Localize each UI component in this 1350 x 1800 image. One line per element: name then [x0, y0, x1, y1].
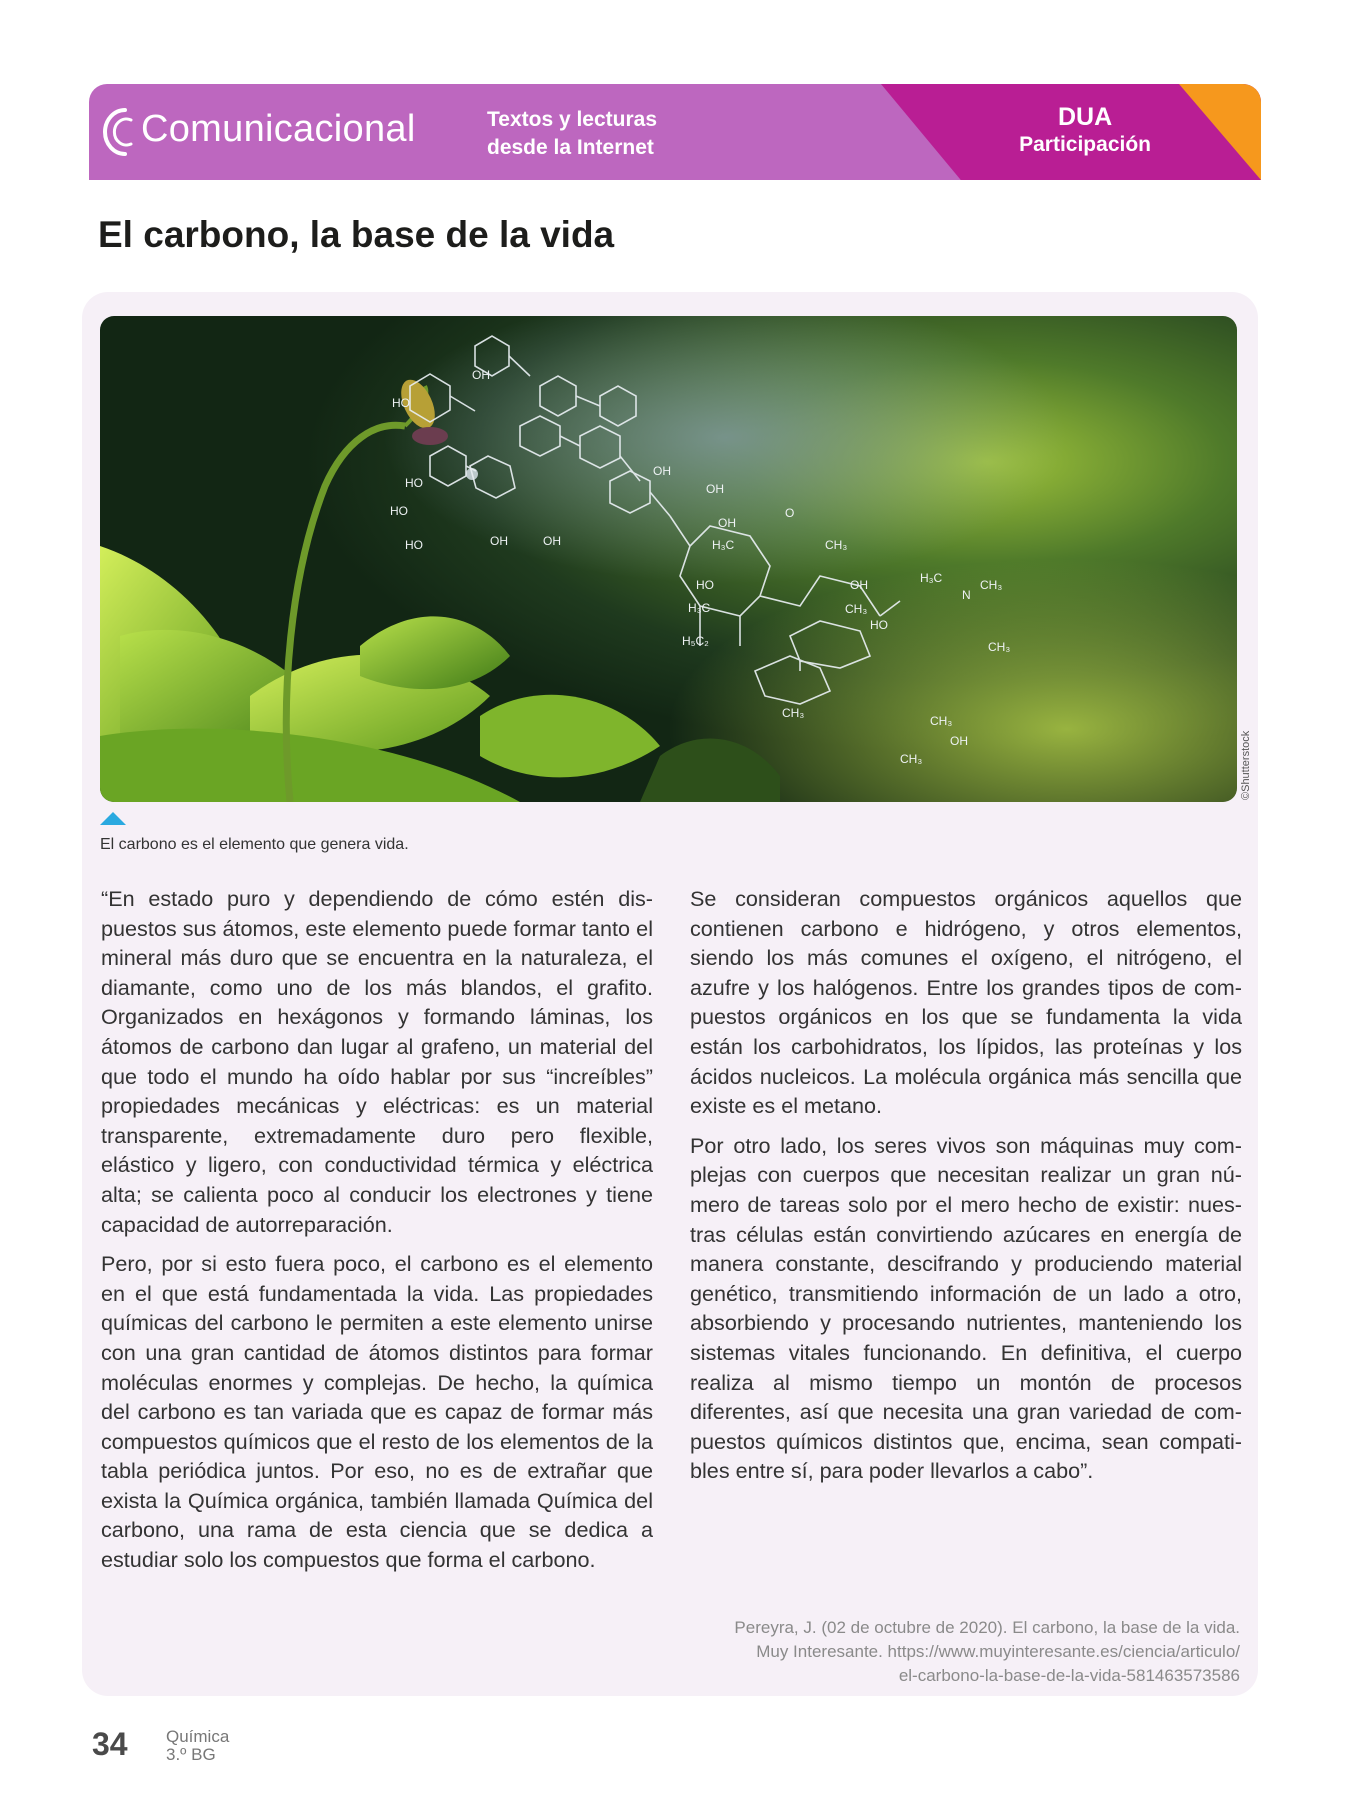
- reference-line-1: Pereyra, J. (02 de octubre de 2020). El carbono, la base de la vida.: [734, 1618, 1240, 1637]
- paragraph: “En estado puro y dependiendo de cómo estén dispuestos sus átomos, este elemento puede formar tanto el mineral más duro que se encuentra en la naturaleza, el diamante, como uno de los más blandos, el grafito. Organizados en hexágonos y formando láminas, los átomos de carbono dan lugar al grafeno, un material del que todo el mundo ha oído hablar por sus “increíbles” propiedades mecánicas y eléctricas: es un material transparente, extremadamente duro pero flexible, elástico y ligero, con conductividad térmica y eléctrica alta; se calienta poco al conducir los electrones y tiene capacidad de autorreparación.: [101, 886, 653, 1237]
- label-ho: HO: [405, 476, 423, 490]
- molecule-labels: [100, 316, 1237, 802]
- label-oh: OH: [543, 534, 561, 548]
- dua-title: DUA: [1057, 103, 1113, 131]
- label-h3c: H₃C: [712, 538, 735, 552]
- label-ch3: CH₃: [980, 578, 1003, 592]
- page-number: 34: [92, 1726, 128, 1762]
- page-title: El carbono, la base de la vida: [98, 214, 615, 255]
- label-oh: OH: [950, 734, 968, 748]
- label-ho: HO: [696, 578, 714, 592]
- reference-line-3: el-carbono-la-base-de-la-vida-581463573586: [898, 1666, 1240, 1685]
- label-ho: HO: [392, 396, 410, 410]
- section-subtitle: [487, 106, 657, 162]
- label-oh: OH: [718, 516, 736, 530]
- label-ch3: CH₃: [900, 752, 923, 766]
- photo-caption: El carbono es el elemento que genera vida.: [100, 836, 409, 853]
- paragraph: Por otro lado, los seres vivos son máquinas muy complejas con cuerpos que necesitan realizar un gran número de tareas solo por el mero hecho de existir: nuestras células están convirtiendo azúcares en energía de manera constante, descifrando y produciendo material genético, transmitiendo información de un lado a otro, absorbiendo y procesando nutrientes, manteniendo los sistemas vitales funcionando. En definitiva, el cuerpo realiza al mismo tiempo un montón de procesos diferentes, así que necesita una gran variedad de compuestos químicos distintos que, encima, sean compatibles entre sí, para poder llevarlos a cabo”.: [690, 1132, 1242, 1484]
- label-h5c2: H₅C₂: [682, 634, 709, 648]
- label-oh: OH: [472, 368, 490, 382]
- label-n: N: [962, 588, 971, 602]
- label-ho: HO: [405, 538, 423, 552]
- subject-name: Química: [166, 1727, 230, 1746]
- paragraph: Se consideran compuestos orgánicos aquellos que contienen carbono e hidrógeno, y otros elementos, siendo los más comunes el oxígeno, el nitrógeno, el azufre y los halógenos. Entre los grandes tipos de compuestos orgánicos en los que se fundamenta la vida están los carbohidratos, los lípidos, las proteínas y los ácidos nucleicos. La molécula orgánica más sencilla que existe es el metano.: [690, 886, 1242, 1119]
- plant-molecule-photo: [100, 316, 1237, 802]
- label-h3c: H₃C: [688, 601, 711, 615]
- grade-level: 3.º BG: [166, 1745, 216, 1764]
- subtitle-line-2: desde la Internet: [487, 136, 654, 159]
- text-column-right: [690, 884, 1242, 1496]
- comunicacional-icon: [91, 100, 143, 164]
- label-ch3: CH₃: [930, 714, 953, 728]
- text-column-left: [101, 884, 653, 1585]
- photo-credit: ©Shutterstock: [1240, 730, 1252, 800]
- label-oh: OH: [653, 464, 671, 478]
- subject-label: [166, 1728, 229, 1764]
- dua-label: [1019, 102, 1151, 158]
- paragraph: Pero, por si esto fuera poco, el carbono es el elemento en el que está fundamentada la vida. Las propiedades químicas del carbono le permiten a este elemento unirse con una gran cantidad de átomos distintos para formar moléculas enormes y complejas. De hecho, la química del carbono es tan variada que es capaz de formar más compuestos químicos que el resto de los elementos de la tabla periódica juntos. Por eso, no es de extrañar que exista la Química orgánica, también llamada Química del carbono, una rama de esta ciencia que se dedica a estudiar solo los compuestos que forma el carbono.: [101, 1251, 653, 1573]
- label-ho: HO: [870, 618, 888, 632]
- label-ch3: CH₃: [988, 640, 1011, 654]
- label-oh: OH: [850, 578, 868, 592]
- label-ch3: CH₃: [782, 706, 805, 720]
- label-h3c: H₃C: [920, 571, 943, 585]
- label-ch3: CH₃: [845, 602, 868, 616]
- caption-marker-icon: [100, 812, 126, 825]
- reference-line-2: Muy Interesante. https://www.muyinteresante.es/ciencia/articulo/: [756, 1642, 1240, 1661]
- section-banner: [89, 84, 1261, 180]
- subtitle-line-1: Textos y lecturas: [487, 108, 658, 131]
- dua-subtitle: Participación: [1019, 133, 1151, 156]
- label-o: O: [785, 506, 795, 520]
- label-oh: OH: [706, 482, 724, 496]
- section-name: Comunicacional: [141, 108, 416, 150]
- label-ch3: CH₃: [825, 538, 848, 552]
- source-reference: [620, 1616, 1240, 1688]
- label-ho: HO: [390, 504, 408, 518]
- label-oh: OH: [490, 534, 508, 548]
